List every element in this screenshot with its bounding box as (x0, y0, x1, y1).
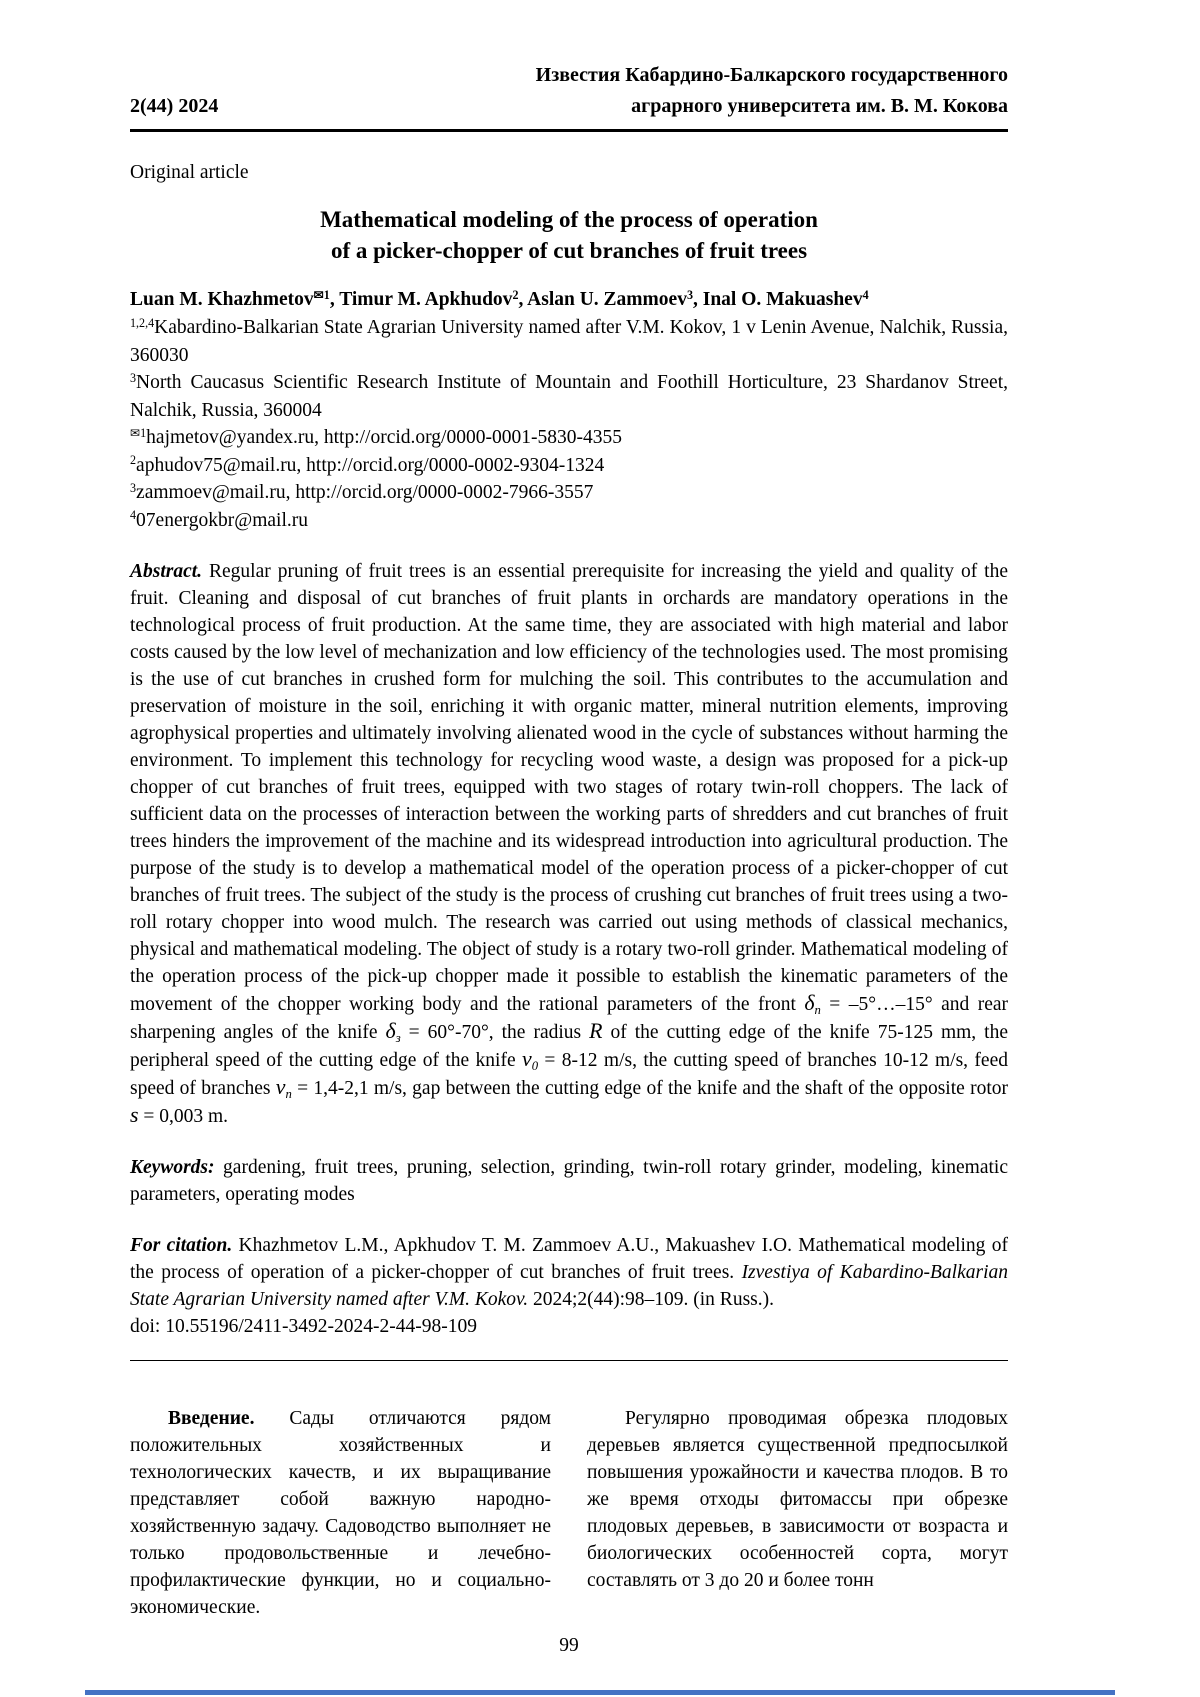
article-title-line1: Mathematical modeling of the process of operation (320, 207, 818, 232)
page-number: 99 (559, 1635, 579, 1656)
journal-header (130, 60, 1008, 122)
article-title (130, 204, 1008, 266)
issue-number: 2(44) 2024 (130, 95, 219, 117)
contact-email-3: $^3$zammoev@mail.ru, http://orcid.org/0000-0002-7966-3557 (130, 480, 594, 503)
affiliation-1: $^{1,2,4}$Kabardino-Balkarian State Agrarian University named after V.M. Kokov, 1 v Lenin Avenue, Nalchik, Russia, 360030 (130, 315, 1008, 366)
header-divider (130, 129, 1008, 132)
citation-paragraph: For citation. Khazhmetov L.M., Apkhudov T. M. Zammoev A.U., Makuashev I.O. Mathematical modeling of the process of operation of a picker-chopper of cut branches of fruit trees. Izvestiya of Kabardino-Balkarian State Agrarian University named after V.M. Kokov. 2024;2(44):98–109. (in Russ.). (130, 1235, 1008, 1310)
contact-email-2: $^2$aphudov75@mail.ru, http://orcid.org/0000-0002-9304-1324 (130, 453, 605, 476)
keywords-paragraph: Keywords: gardening, fruit trees, pruning, selection, grinding, twin-roll rotary grinder, modeling, kinematic parameters, operating modes (130, 1157, 1008, 1205)
doi-line: doi: 10.55196/2411-3492-2024-2-44-98-109 (130, 1316, 477, 1337)
right-column (587, 1405, 1008, 1621)
two-column-body (130, 1405, 1008, 1621)
affiliation-2: $^3$North Caucasus Scientific Research Institute of Mountain and Foothill Horticulture, 23 Shardanov Street, Nalchik, Russia, 360004 (130, 370, 1008, 421)
intro-paragraph-right: Регулярно проводимая обрезка плодовых деревьев является существенной предпосылкой повышения урожайности и качества плодов. В то же время отходы фитомассы при обрезке плодовых деревьев, в зависимости от возраста и биологических особенностей сорта, могут составлять от 3 до 20 и более тонн (587, 1408, 1008, 1591)
contact-email-4: $^4$07energokbr@mail.ru (130, 508, 308, 531)
article-type-label: Original article (130, 162, 249, 183)
left-column (130, 1405, 551, 1621)
intro-paragraph-left: Введение. Сады отличаются рядом положительных хозяйственных и технологических качеств, и их выращивание представляет собой важную народно-хозяйственную задачу. Садоводство выполняет не только продовольственные и лечебно-профилактические функции, но и социально-экономические. (130, 1408, 551, 1618)
article-title-line2: of a picker-chopper of cut branches of fruit trees (330, 238, 808, 263)
authors-line: Luan M. Khazhmetov$^{✉1}$, Timur M. Apkhudov$^2$, Aslan U. Zammoev$^3$, Inal O. Makuashev$^4$ (130, 287, 869, 310)
section-divider (130, 1360, 1008, 1361)
bottom-accent-bar (85, 1690, 1115, 1695)
journal-name (536, 60, 1008, 122)
journal-name-line2: аграрного университета им. В. М. Кокова (631, 95, 1008, 117)
contact-email-1: $^{✉1}$hajmetov@yandex.ru, http://orcid.org/0000-0001-5830-4355 (130, 425, 622, 448)
abstract-paragraph: Abstract. Regular pruning of fruit trees is an essential prerequisite for increasing the yield and quality of the fruit. Cleaning and disposal of cut branches of fruit plants in orchards are mandatory operations in the technological process of fruit production. At the same time, they are associated with high material and labor costs caused by the low level of mechanization and low efficiency of the technologies used. The most promising is the use of cut branches in crushed form for mulching the soil. This contributes to the accumulation and preservation of moisture in the soil, enriching it with organic matter, mineral nutrition elements, improving agrophysical properties and ultimately involving alienated wood in the cycle of substances without harming the environment. To implement this technology for recycling wood waste, a design was proposed for a pick-up chopper of cut branches of fruit trees, equipped with two stages of rotary twin-roll choppers. The lack of sufficient data on the processes of interaction between the working parts of shredders and cut branches of fruit trees hinders the improvement of the machine and its widespread introduction into agricultural production. The purpose of the study is to develop a mathematical model of the operation process of a picker-chopper of cut branches of fruit trees. The subject of the study is the process of crushing cut branches of fruit trees using a two-roll rotary chopper into wood mulch. The research was carried out using methods of classical mechanics, physical and mathematical modeling. The object of study is a rotary two-roll grinder. Mathematical modeling of the operation process of the pick-up chopper made it possible to establish the kinematic parameters of the movement of the chopper working body and the rational parameters of the front δn = –5°…–15° and rear sharpening angles of the knife δз = 60°-70°, the radius R of the cutting edge of the knife 75-125 mm, the peripheral speed of the cutting edge of the knife v0 = 8-12 m/s, the cutting speed of branches 10-12 m/s, feed speed of branches vn = 1,4-2,1 m/s, gap between the cutting edge of the knife and the shaft of the opposite rotor s = 0,003 m. (130, 561, 1009, 1127)
page-content (130, 0, 1008, 1657)
journal-name-line1: Известия Кабардино-Балкарского государственного (535, 64, 1008, 86)
